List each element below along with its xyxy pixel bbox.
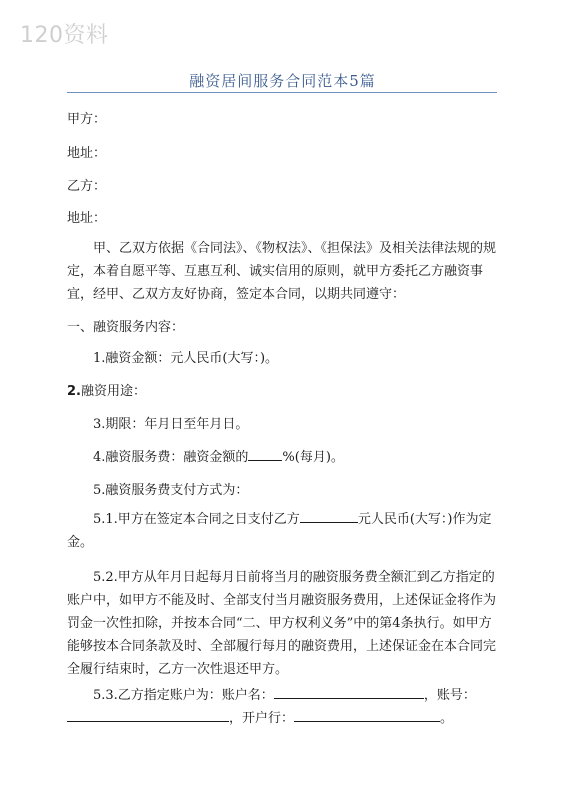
account-name-blank: [274, 686, 424, 699]
item-5-1-post: 元人民币(大写：)作为定金。: [67, 512, 492, 550]
item-5-3-b: ，账号：: [423, 688, 476, 703]
item-2-text: 融资用途：: [80, 384, 146, 399]
item-5-2: 5.2.甲方从年月日起每月日前将当月的融资服务费全额汇到乙方指定的账户中，如甲方不能及时、全部支付当月融资服务费用，上述保证金将作为罚金一次性扣除，并按本合同“二、甲方权利义务”中的第4条执行。如甲方能够按本合同条款及时、全部履行每月的融资费用，上述保证金在本合同完全履行结束时，乙方一次性退还甲方。: [67, 570, 497, 677]
account-number-blank: [67, 709, 229, 722]
address-a-label: 地址：: [67, 146, 107, 161]
address-b-label: 地址：: [67, 211, 107, 226]
item-5-1-pre: 5.1.甲方在签定本合同之日支付乙方: [93, 512, 300, 527]
watermark: 120资料: [20, 23, 109, 48]
item-4: [93, 446, 344, 465]
item-2-number: 2.: [67, 384, 81, 399]
item-3: 3.期限：年月日至年月日。: [93, 417, 249, 432]
document-title: 融资居间服务合同范本5篇: [189, 72, 376, 90]
item-4-blank: [248, 448, 282, 461]
item-5-3-c: ，开户行：: [229, 711, 295, 726]
item-1: 1.融资金额：元人民币(大写：)。: [93, 351, 279, 366]
bank-blank: [294, 709, 440, 722]
section-1-heading: 一、融资服务内容：: [67, 320, 185, 335]
item-4-post: %(每月)。: [282, 450, 344, 465]
title-divider: [67, 92, 497, 93]
item-5-3-a: 5.3.乙方指定账户为：账户名：: [93, 688, 274, 703]
item-5: 5.融资服务费支付方式为：: [93, 483, 249, 498]
party-b-label: 乙方：: [67, 179, 107, 194]
item-5-1-blank: [300, 510, 358, 523]
item-5-3-d: 。: [440, 711, 454, 726]
item-4-pre: 4.融资服务费：融资金额的: [93, 450, 249, 465]
party-a-label: 甲方：: [67, 112, 107, 127]
intro-paragraph: 甲、乙双方依据《合同法》、《物权法》、《担保法》及相关法律法规的规定，本着自愿平等、互惠互利、诚实信用的原则，就甲方委托乙方融资事宜，经甲、乙双方友好协商，签定本合同，以期共同遵守：: [67, 241, 497, 302]
item-5-1: [67, 508, 499, 554]
item-5-3: [67, 684, 499, 730]
item-2: [67, 380, 146, 399]
